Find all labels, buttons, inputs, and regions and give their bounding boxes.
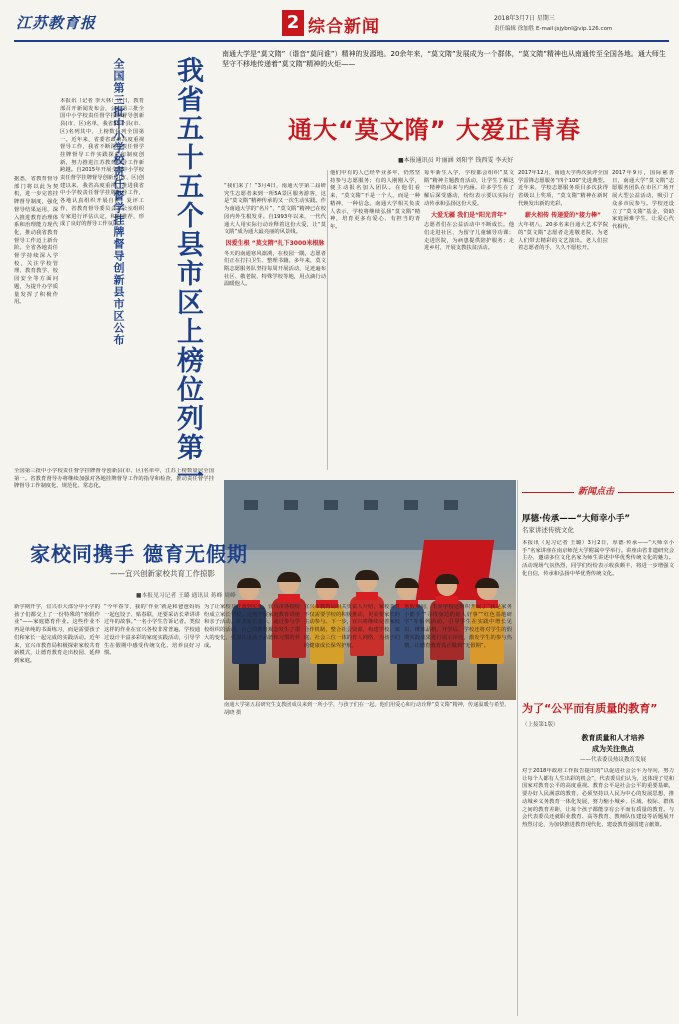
bottom-headline: 家校同携手 德育无假期 xyxy=(30,542,248,566)
section-title: 综合新闻 xyxy=(308,17,380,37)
side-headline: 厚德·传承——“大师幸小手” xyxy=(522,514,630,524)
column-1b-text: 冬天的南通寒风凛冽，在校园一隅，志愿者们正在打扫卫生、整理书籍。多年来，莫文隋志愿服务队坚持每周开展活动，足迹遍布社区、敬老院、特殊学校等地，用点滴行动温暖他人。 xyxy=(224,250,326,288)
bottom-column-3: 为了让家校共育落到实处，宜兴市各校纷纷成立家长学校，定期开展家庭教育讲座和亲子活动。许多家长表示，通过参与学校组织的活动，自己的教育观念发生了很大的变化，更加注重孩子品德和习惯的养成。 xyxy=(204,604,300,649)
photo-window xyxy=(284,500,298,510)
column-5-text: 2017年9月，国际慈善日，南通大学“莫文隋”志愿服务团队在市区广场开展大型公益活动，吸引了众多市民参与。学校还设立了“莫文隋”基金，资助家庭困难学生，让爱心代代相传。 xyxy=(612,170,674,230)
issue-date: 2018年3月7日 星期三 xyxy=(494,15,555,22)
side-subheadline: 名家讲述传统文化 xyxy=(522,526,574,534)
article-column-3 xyxy=(424,170,514,500)
bottom-column-2: “今年春节，我的‘作业’就是和爸爸妈妈一起包饺子、贴春联，还要采访长辈讲讲过年的故事。”一名小学生告诉记者。类似这样的作业在宜兴各校非常普遍，学校通过设计丰富多彩的家庭实践活动，引导学生在假期中感受传统文化、培养良好习惯。 xyxy=(104,604,200,657)
side-headline-4: 成为关注焦点 xyxy=(592,745,634,753)
column-divider xyxy=(327,170,328,470)
left-body-3: 全国第三批中小学校责任督学挂牌督导创新县(市、区)名单中，江苏上榜数量居全国第一。省教育督导办将继续加强对各地挂牌督导工作的指导和检查，推动责任督学挂牌督导工作制度化、规范化、常态化。 xyxy=(14,468,214,490)
photo-window xyxy=(404,500,418,510)
section-number: 2 xyxy=(282,10,304,36)
masthead xyxy=(14,8,669,42)
subhead-4: 薪火相传 传递爱的“接力棒” xyxy=(525,211,601,219)
continued-note: （上接第1版） xyxy=(522,722,559,728)
vertical-subtitle: 全国第三批中小学校责任督学挂牌督导创新县市区公布 xyxy=(112,58,125,346)
side-headline-3: 教育质量和人才培养 xyxy=(581,734,645,742)
side-headline-5: ——代表委员热议教育发展 xyxy=(579,757,646,763)
photo-window xyxy=(364,500,378,510)
article-column-4 xyxy=(518,170,608,460)
column-2-text: 他们中有的人已经毕业多年，仍然坚持参与志愿服务；有的人刚刚入学，便主动报名加入团队。在他们看来，“莫文隋”不是一个人，而是一种精神、一种信念。南通大学相关负责人表示，学校将继续弘扬“莫文隋”精神，培育更多有爱心、有担当的青年。 xyxy=(330,170,420,230)
article-column-2 xyxy=(330,170,420,490)
editor-line: 责任编辑 徐加胜 E-mail:jsjybnl@vip.126.com xyxy=(494,26,613,32)
article-column-1 xyxy=(224,183,326,478)
subhead-1: 因爱生根 “莫文隋”扎下3000米根脉 xyxy=(225,239,325,247)
subhead-3: 大爱无疆 我们是“阳光青年” xyxy=(431,211,507,219)
column-4b-text: 大年初八，20多名来自通大艺术学院的“莫文隋”志愿者走进敬老院，为老人们带去精彩的文艺演出。老人们拉着志愿者的手，久久不愿松开。 xyxy=(518,222,608,252)
lead-paragraph: 南通大学是“莫文隋”（谐音“莫问谁”）精神的发源地。20余年来，“莫文隋”发展成为一个群体，“莫文隋”精神也从南通传至全国各地。通大师生坚守不移地传递着“莫文隋”精神的火炬—— xyxy=(222,50,666,68)
photo-caption: 南通大学第五届研究生支教团成员来到一所小学，与孩子们在一起。他们用爱心和行动诠释“莫文隋”精神，传递温暖与希望。 胡晓 摄 xyxy=(224,702,510,716)
photo-window xyxy=(244,500,258,510)
left-article xyxy=(14,48,214,516)
side-body-2: 对于2018年政府工作报告提出的“以促进社会公平为导向，努力让每个人都有人生出彩的机会”，代表委员们认为，这体现了党和国家对教育公平的高度重视。教育公平是社会公平的重要基础，要办好人民满意的教育，必须坚持以人民为中心的发展思想，推动城乡义务教育一体化发展，努力缩小城乡、区域、校际、群体之间的教育差距，让每个孩子都能享有公平而有质量的教育。与会代表委员还就职业教育、高等教育、教师队伍建设等话题展开热烈讨论，为加快推进教育现代化、建设教育强国建言献策。 xyxy=(522,768,674,828)
article-column-5 xyxy=(612,170,674,460)
bottom-byline: ■本报见习记者 王璐 通讯员 蒋峰 周峰 xyxy=(136,593,236,599)
main-headline: 通大“莫文隋” 大爱正青春 xyxy=(288,116,581,144)
photo-window xyxy=(444,500,458,510)
column-4-text: 2017年12月，南通大学再次获评全国学雷锋志愿服务“四个100”先进典型。近年来，学校志愿服务项目多次获得省级以上奖项，“莫文隋”精神在新时代焕发出新的光彩。 xyxy=(518,170,608,207)
news-click-title xyxy=(522,484,674,506)
bottom-column-5: 寒假期间，不少学校还组织开展了“我是家务小能手”“寻找身边的好人好事”“红色基地研学”等系列活动，引导学生在实践中增长见识、锤炼品格。开学后，学校还将对学生的假期实践成果进行展示评比，激发学生的参与热情，让德育教育真正做到“无假期”。 xyxy=(404,604,512,649)
newspaper-logo: 江苏教育报 xyxy=(16,14,97,32)
side-body: 本报讯（见习记者 王璐）3月2日，厚德·传承——“大师幸小手”名家讲座在南京师范大学附属中学举行。讲座由省非遗研究会主办，邀请多位文化名家为师生讲述中华优秀传统文化的魅力。活动现场气氛热烈，同学们纷纷表示收获颇丰，将进一步增强文化自信，传承和弘扬中华优秀传统文化。 xyxy=(522,540,674,577)
column-divider xyxy=(517,480,518,1016)
column-3b-text: 志愿者们在公益活动中不断成长。他们走进社区，为留守儿童辅导功课；走进医院，为病患提供陪护服务；走进乡村，开展支教扶贫活动。 xyxy=(424,222,514,252)
bottom-subtitle: ——宜兴创新家校共育工作掠影 xyxy=(110,569,215,578)
left-body-1: 本报讯（记者 李大林）近日，教育部召开新闻发布会，公布第三批全国中小学校责任督学挂牌督导创新县(市、区)名单，我省55个县(市、区)名列其中，上榜数位列全国第一。近年来，省委省政府高度重视督导工作，我省不断深化责任督学挂牌督导工作实践探索和制度创新，努力推进江苏教育督导工作新跨越。自2015年开展全国中小学校责任督学挂牌督导创新县(市、区)创建以来，我省高度重视，推进我省中小学校责任督学挂牌督导工作，各地认真组织开展自评、复评工作，省教育督导委员会办公室组织专家进行评估认定，积极推荐，形成了良好的督导工作氛围。 xyxy=(60,98,144,228)
column-3-text: 每年新生入学，学校都会组织“莫文隋”精神主题教育活动，让学生了解这一精神的由来与内涵。许多学生在了解后深受感动，纷纷表示要以实际行动传承和弘扬这份大爱。 xyxy=(424,170,514,207)
side-headline-2: 为了“公平而有质量的教育” xyxy=(522,702,658,715)
bottom-column-1: 新学期开学，宜兴市大部分中小学的孩子们都交上了一份特殊的“寒假作业”——家庭德育作业。这些作业不再是单纯的书面练习，而是需要孩子们和家长一起完成的实践活动。近年来，宜兴市教育局积极探索家校共育新模式，让德育教育走出校园、延伸到家庭。 xyxy=(14,604,100,664)
left-body-2: 据悉，省教育督导部门将以此为契机，进一步完善挂牌督导制度，强化督导结果运用，深入推进教育治理体系和治理能力现代化，推动我省教育督导工作迈上新台阶。全省各地责任督学持续深入学校，关注学校管理、教育教学、校园安全等方面问题，为提升办学质量发挥了积极作用。 xyxy=(14,176,58,306)
main-byline: ■本报通讯员 叶丽涵 刘阳宇 钱西雯 李天好 xyxy=(398,157,514,164)
photo-window xyxy=(324,500,338,510)
news-click-tag: 新闻点击 xyxy=(574,484,618,497)
vertical-headline: 我省五十五个县市区上榜位列第一 xyxy=(172,56,203,491)
bottom-column-4: 宜兴市教育局相关负责人介绍，家校共育不仅需要学校的积极推动，更需要家长的主动参与。下一步，宜兴将继续完善家校合作机制，整合社会资源，构建学校、家庭、社会三位一体的育人网络，为孩子们的健康成长保驾护航。 xyxy=(304,604,400,649)
column-1-text: “我们来了！”3月4日，南通大学第二届研究生志愿者来到一所5A景区服务游客，这是“莫文隋”精神传承的又一次生动实践。作为南通大学的“名片”，“莫文隋”精神已在校园内外生根发芽。自1993年以来，一代代通大人用实际行动诠释着这份大爱，让“莫文隋”成为通大最亮丽的风景线。 xyxy=(224,183,326,236)
